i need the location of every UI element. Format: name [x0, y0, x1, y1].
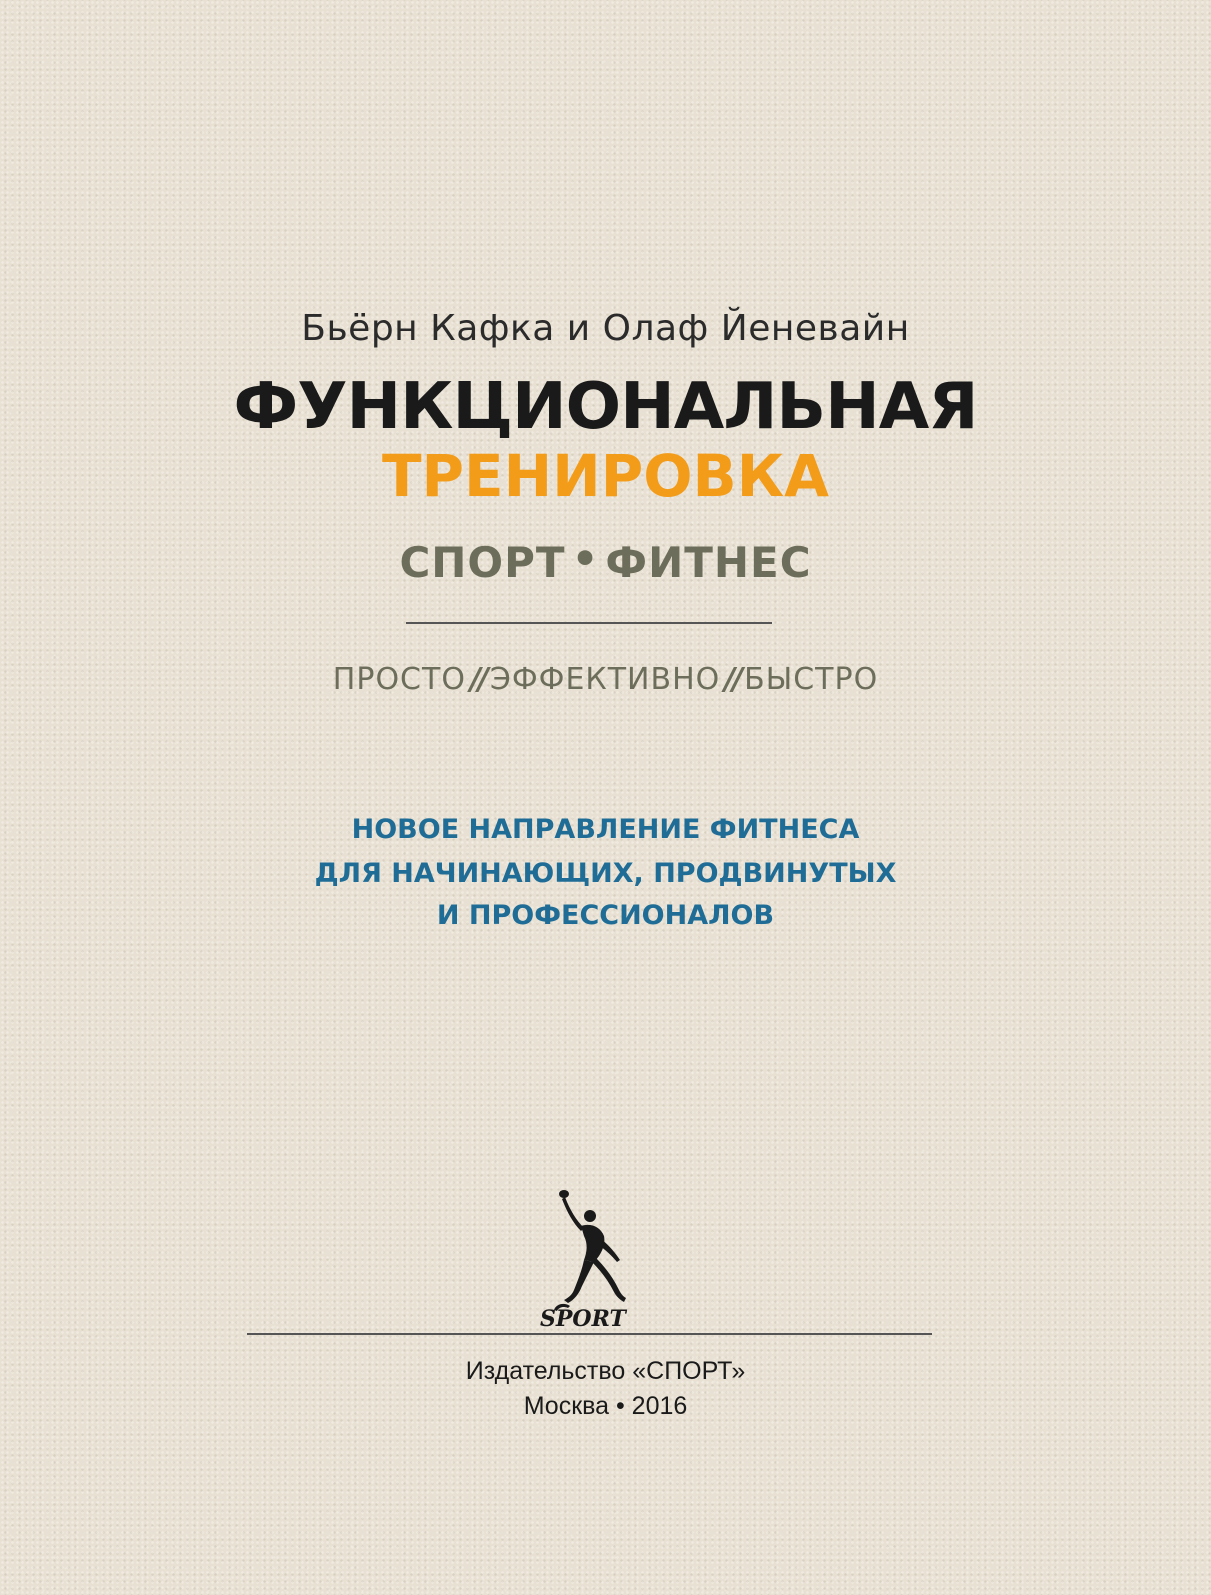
- place-and-year: Москва • 2016: [523, 1392, 688, 1420]
- bottom-divider: [247, 1333, 932, 1335]
- discus-thrower-icon: [554, 1190, 626, 1311]
- publisher-name: Издательство «СПОРТ»: [465, 1357, 746, 1385]
- series-separator: •: [571, 534, 600, 583]
- motto-separator-2: //: [724, 662, 741, 697]
- top-divider: [406, 622, 772, 624]
- subtitle-line-3: И ПРОФЕССИОНАЛОВ: [436, 900, 775, 931]
- title-line-1: ФУНКЦИОНАЛЬНАЯ: [233, 370, 978, 444]
- series-part-1: СПОРТ: [399, 538, 566, 587]
- motto-word-2: ЭФФЕКТИВНО: [489, 662, 721, 697]
- subtitle-line-1: НОВОЕ НАПРАВЛЕНИЕ ФИТНЕСА: [351, 814, 860, 845]
- sport-publisher-logo: [534, 1190, 638, 1330]
- motto-word-1: ПРОСТО: [332, 662, 466, 697]
- authors: Бьёрн Кафка и Олаф Йеневайн: [301, 308, 910, 349]
- motto: [0, 662, 1211, 697]
- series-part-2: ФИТНЕС: [605, 538, 812, 587]
- motto-separator-1: //: [469, 662, 486, 697]
- logo-text: SPORT: [540, 1306, 626, 1330]
- subtitle-line-2: ДЛЯ НАЧИНАЮЩИХ, ПРОДВИНУТЫХ: [314, 858, 897, 889]
- series-label: [0, 534, 1211, 587]
- motto-word-3: БЫСТРО: [744, 662, 879, 697]
- title-line-2: ТРЕНИРОВКА: [381, 442, 830, 510]
